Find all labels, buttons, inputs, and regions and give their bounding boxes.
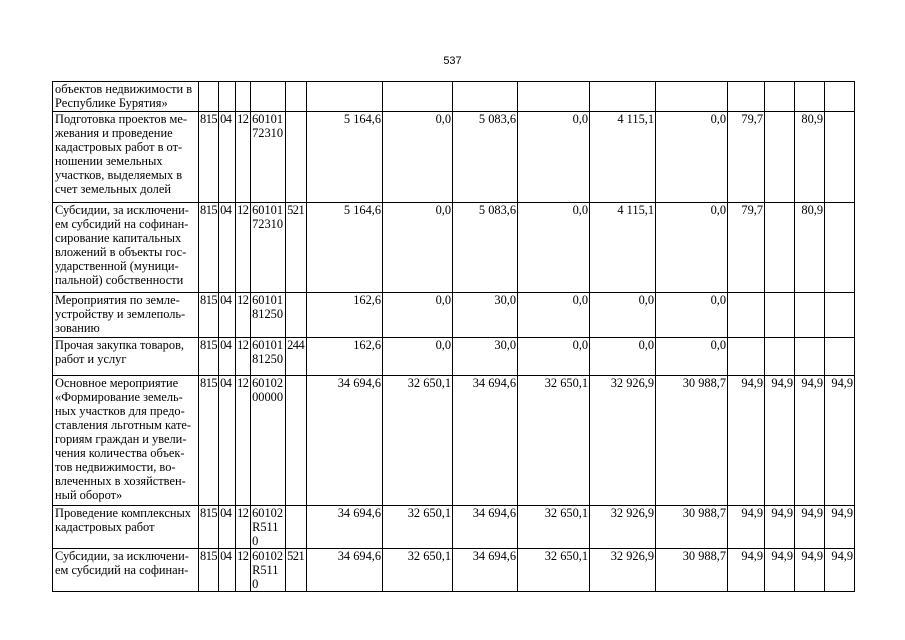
subsection-code-cell: 12 — [236, 549, 251, 592]
expense-type-code-cell: 244 — [286, 338, 307, 376]
target-article-code-cell: 60101 81250 — [251, 338, 286, 376]
percent-3-cell — [795, 293, 825, 338]
subsection-code-cell — [236, 82, 251, 112]
value-3-cell: 5 083,6 — [453, 203, 518, 293]
value-6-cell: 0,0 — [656, 203, 728, 293]
subsection-code-cell: 12 — [236, 338, 251, 376]
target-article-code-cell: 60101 72310 — [251, 203, 286, 293]
value-4-cell — [518, 82, 590, 112]
target-article-code-cell: 60101 72310 — [251, 112, 286, 203]
percent-2-cell — [765, 203, 795, 293]
admin-code-cell: 815 — [199, 506, 219, 549]
value-5-cell: 0,0 — [590, 338, 656, 376]
value-4-cell: 0,0 — [518, 293, 590, 338]
value-5-cell: 4 115,1 — [590, 112, 656, 203]
value-4-cell: 32 650,1 — [518, 506, 590, 549]
subsection-code-cell: 12 — [236, 506, 251, 549]
value-6-cell — [656, 82, 728, 112]
value-1-cell: 162,6 — [307, 293, 383, 338]
admin-code-cell: 815 — [199, 112, 219, 203]
percent-1-cell: 79,7 — [728, 112, 765, 203]
percent-1-cell: 94,9 — [728, 376, 765, 506]
percent-2-cell — [765, 112, 795, 203]
percent-4-cell — [825, 338, 855, 376]
value-1-cell: 5 164,6 — [307, 203, 383, 293]
value-2-cell: 0,0 — [383, 112, 453, 203]
row-name-cell: Основное мероприятие «Формирование земель-ных участков для предо-ставления льготным кате-гориям граждан и увели-чения количества объек-тов недвижимости, во-влеченных в хозяйствен-ный оборот» — [53, 376, 199, 506]
percent-3-cell: 80,9 — [795, 203, 825, 293]
budget-table — [52, 81, 855, 592]
value-1-cell: 5 164,6 — [307, 112, 383, 203]
section-code-cell: 04 — [219, 293, 236, 338]
page-number: 537 — [443, 55, 462, 67]
row-name-cell: Субсидии, за исключени-ем субсидий на софинан-сирование капитальных вложений в объекты гос-ударственной (муници-пальной) собственности — [53, 203, 199, 293]
value-2-cell: 32 650,1 — [383, 376, 453, 506]
percent-3-cell — [795, 82, 825, 112]
percent-2-cell — [765, 82, 795, 112]
section-code-cell: 04 — [219, 549, 236, 592]
row-name-cell: Подготовка проектов ме-жевания и проведение кадастровых работ в от-ношении земельных участков, выделяемых в счет земельных долей — [53, 112, 199, 203]
percent-1-cell — [728, 338, 765, 376]
table-row — [53, 338, 855, 376]
table-row — [53, 506, 855, 549]
value-1-cell: 34 694,6 — [307, 506, 383, 549]
section-code-cell — [219, 82, 236, 112]
percent-4-cell — [825, 203, 855, 293]
row-name-cell: Мероприятия по земле-устройству и землеполь-зованию — [53, 293, 199, 338]
target-article-code-cell: 60101 81250 — [251, 293, 286, 338]
value-5-cell: 32 926,9 — [590, 376, 656, 506]
target-article-code-cell — [251, 82, 286, 112]
percent-2-cell: 94,9 — [765, 376, 795, 506]
section-code-cell: 04 — [219, 112, 236, 203]
subsection-code-cell: 12 — [236, 112, 251, 203]
value-3-cell: 34 694,6 — [453, 549, 518, 592]
value-1-cell: 162,6 — [307, 338, 383, 376]
table-row — [53, 82, 855, 112]
value-5-cell — [590, 82, 656, 112]
percent-3-cell: 94,9 — [795, 506, 825, 549]
target-article-code-cell: 60102 R5110 — [251, 549, 286, 592]
admin-code-cell: 815 — [199, 376, 219, 506]
value-3-cell: 34 694,6 — [453, 506, 518, 549]
value-5-cell: 4 115,1 — [590, 203, 656, 293]
table-row — [53, 203, 855, 293]
percent-4-cell — [825, 112, 855, 203]
value-6-cell: 0,0 — [656, 338, 728, 376]
table-row — [53, 112, 855, 203]
subsection-code-cell: 12 — [236, 376, 251, 506]
percent-3-cell — [795, 338, 825, 376]
value-5-cell: 32 926,9 — [590, 549, 656, 592]
percent-1-cell: 79,7 — [728, 203, 765, 293]
table-row — [53, 549, 855, 592]
percent-1-cell — [728, 293, 765, 338]
row-name-cell: объектов недвижимости в Республике Бурятия» — [53, 82, 199, 112]
section-code-cell: 04 — [219, 203, 236, 293]
expense-type-code-cell — [286, 506, 307, 549]
expense-type-code-cell — [286, 376, 307, 506]
percent-3-cell: 80,9 — [795, 112, 825, 203]
table-body — [53, 82, 855, 592]
percent-4-cell: 94,9 — [825, 506, 855, 549]
value-6-cell: 0,0 — [656, 293, 728, 338]
value-4-cell: 0,0 — [518, 338, 590, 376]
section-code-cell: 04 — [219, 506, 236, 549]
admin-code-cell: 815 — [199, 203, 219, 293]
percent-3-cell: 94,9 — [795, 549, 825, 592]
value-6-cell: 30 988,7 — [656, 506, 728, 549]
value-1-cell: 34 694,6 — [307, 376, 383, 506]
value-4-cell: 32 650,1 — [518, 376, 590, 506]
value-1-cell — [307, 82, 383, 112]
admin-code-cell: 815 — [199, 549, 219, 592]
percent-4-cell — [825, 82, 855, 112]
percent-2-cell — [765, 338, 795, 376]
value-4-cell: 32 650,1 — [518, 549, 590, 592]
value-3-cell — [453, 82, 518, 112]
subsection-code-cell: 12 — [236, 203, 251, 293]
percent-2-cell: 94,9 — [765, 549, 795, 592]
percent-2-cell — [765, 293, 795, 338]
row-name-cell: Прочая закупка товаров, работ и услуг — [53, 338, 199, 376]
target-article-code-cell: 60102 00000 — [251, 376, 286, 506]
admin-code-cell: 815 — [199, 293, 219, 338]
value-3-cell: 30,0 — [453, 293, 518, 338]
percent-2-cell: 94,9 — [765, 506, 795, 549]
percent-1-cell: 94,9 — [728, 506, 765, 549]
expense-type-code-cell — [286, 82, 307, 112]
table-row — [53, 376, 855, 506]
percent-4-cell: 94,9 — [825, 376, 855, 506]
percent-3-cell: 94,9 — [795, 376, 825, 506]
expense-type-code-cell: 521 — [286, 203, 307, 293]
expense-type-code-cell — [286, 293, 307, 338]
percent-1-cell: 94,9 — [728, 549, 765, 592]
percent-4-cell: 94,9 — [825, 549, 855, 592]
value-2-cell: 0,0 — [383, 293, 453, 338]
value-5-cell: 32 926,9 — [590, 506, 656, 549]
value-6-cell: 30 988,7 — [656, 549, 728, 592]
value-1-cell: 34 694,6 — [307, 549, 383, 592]
value-4-cell: 0,0 — [518, 112, 590, 203]
admin-code-cell — [199, 82, 219, 112]
value-2-cell: 0,0 — [383, 203, 453, 293]
value-6-cell: 30 988,7 — [656, 376, 728, 506]
value-6-cell: 0,0 — [656, 112, 728, 203]
target-article-code-cell: 60102 R5110 — [251, 506, 286, 549]
value-3-cell: 30,0 — [453, 338, 518, 376]
value-2-cell — [383, 82, 453, 112]
value-3-cell: 34 694,6 — [453, 376, 518, 506]
section-code-cell: 04 — [219, 376, 236, 506]
value-2-cell: 0,0 — [383, 338, 453, 376]
section-code-cell: 04 — [219, 338, 236, 376]
percent-4-cell — [825, 293, 855, 338]
value-5-cell: 0,0 — [590, 293, 656, 338]
value-2-cell: 32 650,1 — [383, 549, 453, 592]
value-2-cell: 32 650,1 — [383, 506, 453, 549]
subsection-code-cell: 12 — [236, 293, 251, 338]
expense-type-code-cell — [286, 112, 307, 203]
value-3-cell: 5 083,6 — [453, 112, 518, 203]
table-row — [53, 293, 855, 338]
percent-1-cell — [728, 82, 765, 112]
admin-code-cell: 815 — [199, 338, 219, 376]
value-4-cell: 0,0 — [518, 203, 590, 293]
row-name-cell: Проведение комплексных кадастровых работ — [53, 506, 199, 549]
expense-type-code-cell: 521 — [286, 549, 307, 592]
row-name-cell: Субсидии, за исключени-ем субсидий на софинан- — [53, 549, 199, 592]
